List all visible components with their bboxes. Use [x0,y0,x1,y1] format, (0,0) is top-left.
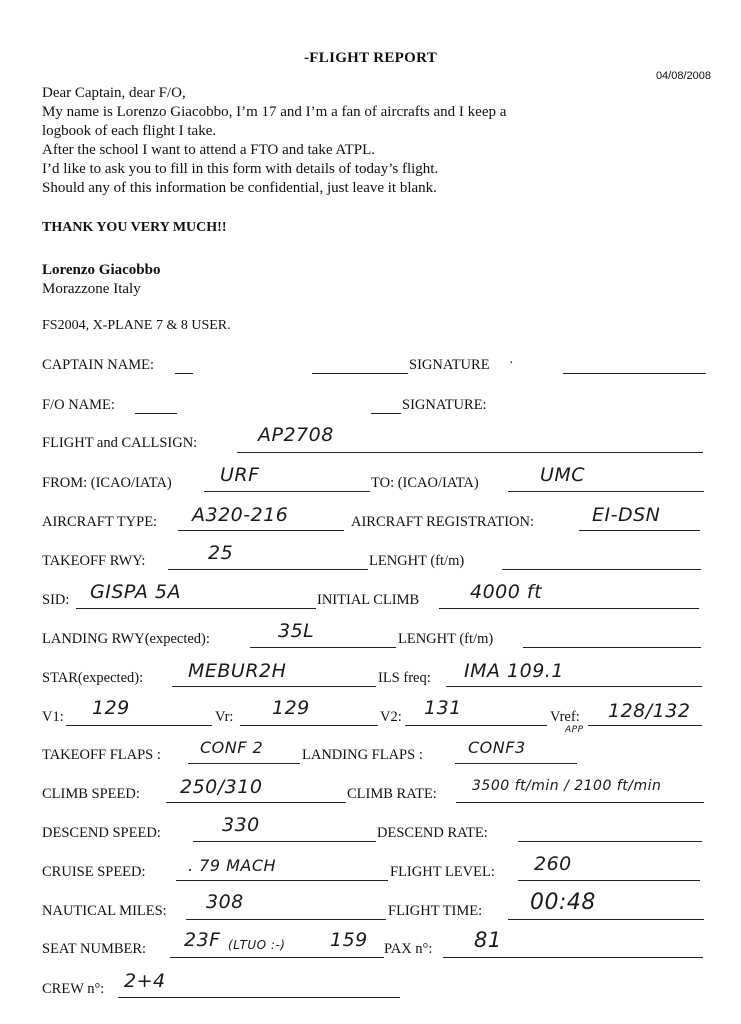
thanks-heading: THANK YOU VERY MUCH!! [42,220,227,235]
flight-time-label: FLIGHT TIME: [388,903,483,919]
nautical-miles-field[interactable] [186,919,386,920]
author-place: Morazzone Italy [42,281,141,297]
report-title: -FLIGHT REPORT [304,50,437,66]
descend-rate-field[interactable] [518,841,702,842]
cruise-speed-label: CRUISE SPEED: [42,864,146,880]
vref-value: 128/132 [608,700,691,722]
v2-field[interactable] [405,725,547,726]
aircraft-type-value: A320-216 [192,504,289,526]
descend-rate-label: DESCEND RATE: [377,825,488,841]
landing-rwy-label: LANDING RWY(expected): [42,631,210,647]
crew-value: 2+4 [124,970,166,992]
descend-speed-label: DESCEND SPEED: [42,825,161,841]
landing-rwy-field[interactable] [250,647,396,648]
flight-time-field[interactable] [508,919,704,920]
landing-flaps-label: LANDING FLAPS : [302,747,423,763]
flight-time-value: 00:48 [530,890,596,915]
captain-signature-label: SIGNATURE [409,357,490,373]
star-label: STAR(expected): [42,670,144,686]
star-field[interactable] [172,686,376,687]
sid-label: SID: [42,592,70,608]
takeoff-flaps-field[interactable] [188,763,300,764]
landing-length-field[interactable] [523,647,701,648]
initial-climb-label: INITIAL CLIMB [317,592,420,608]
pax-field[interactable] [443,957,703,958]
takeoff-length-field[interactable] [502,569,701,570]
ils-freq-value: IMA 109.1 [464,660,564,682]
cruise-speed-value: . 79 MACH [188,856,277,875]
pax-value: 81 [474,928,502,952]
climb-speed-label: CLIMB SPEED: [42,786,140,802]
takeoff-rwy-value: 25 [208,542,234,564]
descend-speed-field[interactable] [193,841,376,842]
from-field[interactable] [204,491,370,492]
v1-label: V1: [42,709,64,725]
vr-value: 129 [272,697,310,719]
fo-signature-label: SIGNATURE: [402,397,487,413]
intro-line: After the school I want to attend a FTO and take ATPL. [42,142,375,158]
landing-flaps-value: CONF3 [468,738,526,757]
sid-field[interactable] [76,608,316,609]
intro-line: Dear Captain, dear F/O, [42,85,186,101]
simulator-note: FS2004, X-PLANE 7 & 8 USER. [42,318,231,333]
ils-freq-field[interactable] [446,686,702,687]
aircraft-registration-field[interactable] [579,530,700,531]
seat-number-note: (LTUO :-) [228,938,286,952]
takeoff-length-label: LENGHT (ft/m) [369,553,465,569]
takeoff-flaps-label: TAKEOFF FLAPS : [42,747,161,763]
vr-field[interactable] [240,725,378,726]
star-value: MEBUR2H [188,660,287,682]
landing-length-label: LENGHT (ft/m) [398,631,494,647]
from-label: FROM: (ICAO/IATA) [42,475,172,491]
vref-field[interactable] [588,725,702,726]
sid-value: GISPA 5A [90,581,182,603]
pax-label: PAX n°: [384,941,433,957]
aircraft-registration-label: AIRCRAFT REGISTRATION: [351,514,535,530]
seat-number-value: 23F [184,929,221,951]
landing-flaps-field[interactable] [455,763,577,764]
captain-name-field[interactable] [175,373,193,374]
takeoff-rwy-field[interactable] [168,569,368,570]
climb-speed-field[interactable] [166,802,346,803]
fo-name-field-line [371,413,401,414]
seat-number-field[interactable] [170,957,384,958]
seat-number-label: SEAT NUMBER: [42,941,147,957]
initial-climb-value: 4000 ft [470,581,543,603]
vr-label: Vr: [215,709,234,725]
flight-callsign-label: FLIGHT and CALLSIGN: [42,435,198,451]
aircraft-type-label: AIRCRAFT TYPE: [42,514,158,530]
to-field[interactable] [508,491,704,492]
intro-line: I’d like to ask you to fill in this form with details of today’s flight. [42,161,439,177]
to-label: TO: (ICAO/IATA) [371,475,479,491]
captain-signature-field[interactable] [563,373,706,374]
aircraft-registration-value: EI-DSN [592,504,661,526]
seat-number-extra: 159 [330,929,368,951]
cruise-speed-field[interactable] [176,880,388,881]
flight-callsign-value: AP2708 [258,424,334,446]
to-value: UMC [540,464,586,486]
report-date: 04/08/2008 [655,70,711,82]
captain-name-label: CAPTAIN NAME: [42,357,155,373]
v2-label: V2: [380,709,402,725]
v2-value: 131 [424,697,462,719]
takeoff-flaps-value: CONF 2 [200,738,264,757]
crew-field[interactable] [118,997,400,998]
climb-rate-value: 3500 ft/min / 2100 ft/min [472,778,662,794]
intro-line: Should any of this information be confidential, just leave it blank. [42,180,437,196]
v1-value: 129 [92,697,130,719]
from-value: URF [220,464,260,486]
landing-rwy-value: 35L [278,620,315,642]
fo-name-label: F/O NAME: [42,397,115,413]
initial-climb-field[interactable] [439,608,699,609]
nautical-miles-label: NAUTICAL MILES: [42,903,167,919]
flight-level-value: 260 [534,853,572,875]
captain-name-field-line [312,373,408,374]
climb-rate-field[interactable] [456,802,704,803]
intro-line: My name is Lorenzo Giacobbo, I’m 17 and I’m a fan of aircrafts and I keep a [42,104,507,120]
crew-label: CREW n°: [42,981,105,997]
flight-level-field[interactable] [518,880,700,881]
colon-mark: · [509,356,514,371]
vref-label: Vref: [550,709,580,725]
climb-speed-value: 250/310 [180,776,263,798]
v1-field[interactable] [66,725,212,726]
flight-callsign-field[interactable] [237,452,703,453]
ils-freq-label: ILS freq: [378,670,431,686]
nautical-miles-value: 308 [206,891,244,913]
flight-level-label: FLIGHT LEVEL: [390,864,495,880]
aircraft-type-field[interactable] [178,530,344,531]
fo-name-field[interactable] [135,413,177,414]
author-name: Lorenzo Giacobbo [42,262,161,278]
descend-speed-value: 330 [222,814,260,836]
climb-rate-label: CLIMB RATE: [347,786,437,802]
vref-note: APP [565,725,584,735]
intro-letter [42,84,722,198]
intro-line: logbook of each flight I take. [42,123,217,139]
takeoff-rwy-label: TAKEOFF RWY: [42,553,146,569]
